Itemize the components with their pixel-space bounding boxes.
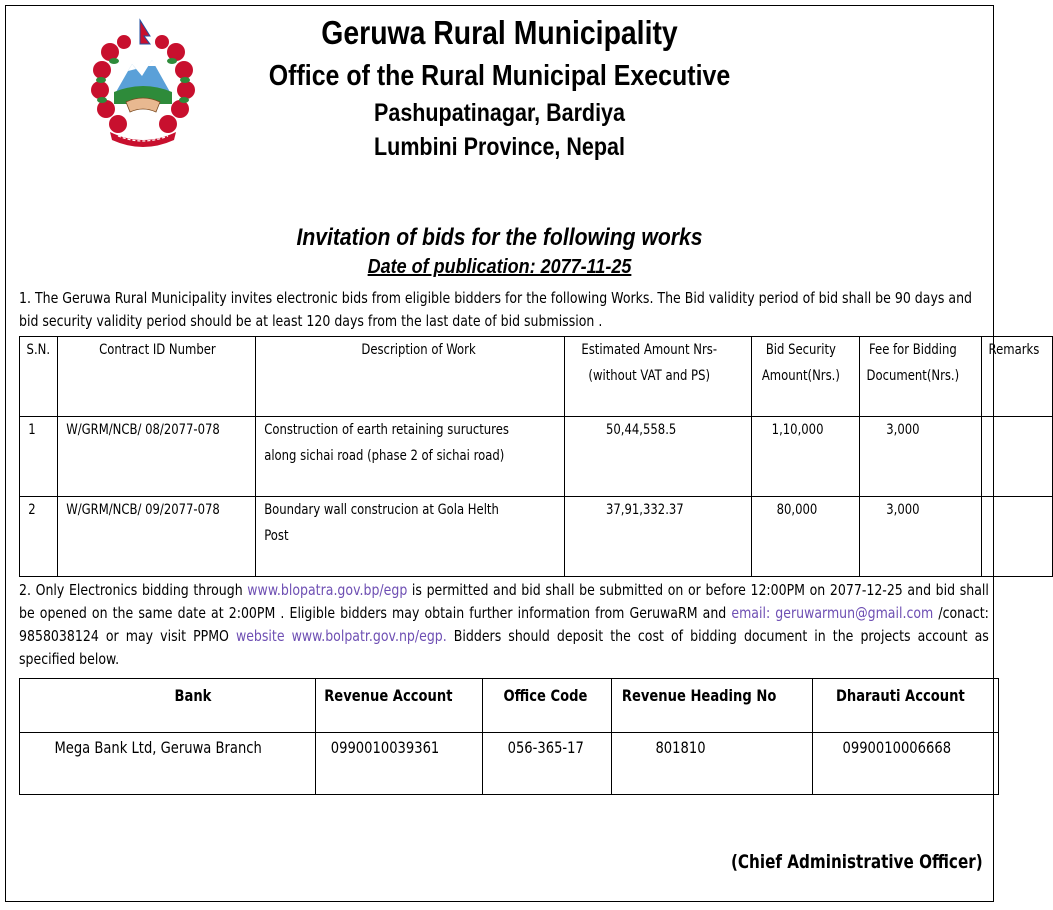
row-sn: 2	[28, 502, 36, 518]
table-row	[20, 497, 1053, 577]
header-bank: Bank	[174, 686, 212, 705]
header-estimated: Estimated Amount Nrs- (without VAT and PS)	[581, 342, 718, 384]
header-revenue-account: Revenue Account	[324, 686, 453, 705]
paragraph-2: 2. Only Electronics bidding through www.blopatra.gov.bp/egp is permitted and bid shall be submitted on or before 12:00PM on 2077-12-25 and bid shall be opened on the same date at 2:00PM . Eligible bidders may obtain further information from GeruwaRM and email: geruwarmun@gmail.com /conact: 9858038124 or may visit PPMO website www.bolpatr.gov.np/egp. Bidders should deposit the cost of bidding document in the projects account as specified below.	[19, 581, 989, 668]
row-estimated: 50,44,558.5	[606, 422, 677, 438]
row-contract-id: W/GRM/NCB/ 09/2077-078	[65, 502, 220, 518]
dharauti-account: 0990010006668	[842, 738, 952, 757]
municipality-name: Geruwa Rural Municipality	[321, 14, 678, 51]
row-sn: 1	[28, 422, 36, 438]
header-fee: Fee for Bidding Document(Nrs.)	[866, 342, 960, 384]
row-description: Construction of earth retaining suructures along sichai road (phase 2 of sichai road)	[264, 422, 509, 464]
egp-link[interactable]: www.blopatra.gov.bp/egp	[247, 581, 408, 599]
row-security: 1,10,000	[771, 422, 824, 438]
row-estimated: 37,91,332.37	[606, 502, 685, 518]
bank-name: Mega Bank Ltd, Geruwa Branch	[54, 738, 262, 757]
paragraph-1: 1. The Geruwa Rural Municipality invites electronic bids from eligible bidders for the following Works. The Bid validity period of bid shall be 90 days and bid security validity period should be at least 120 days from the last date of bid submission .	[19, 289, 972, 330]
header-dharauti-account: Dharauti Account	[836, 686, 965, 705]
row-description: Boundary wall construcion at Gola Helth Post	[264, 502, 499, 544]
row-security: 80,000	[776, 502, 818, 518]
bank-table	[19, 678, 999, 795]
header-remarks: Remarks	[988, 342, 1040, 358]
header-sn: S.N.	[26, 342, 51, 358]
signature: (Chief Administrative Officer)	[731, 851, 983, 873]
row-fee: 3,000	[886, 502, 920, 518]
works-table	[19, 336, 1053, 577]
table-row	[20, 733, 999, 795]
header-description: Description of Work	[361, 342, 476, 358]
row-fee: 3,000	[886, 422, 920, 438]
table-header-row	[20, 679, 999, 733]
header-office-code: Office Code	[503, 686, 588, 705]
address-line: Pashupatinagar, Bardiya	[374, 99, 625, 127]
email-link[interactable]: email: geruwarmun@gmail.com	[731, 604, 934, 622]
row-contract-id: W/GRM/NCB/ 08/2077-078	[65, 422, 220, 438]
office-name: Office of the Rural Municipal Executive	[268, 60, 731, 92]
revenue-heading-no: 801810	[655, 738, 706, 757]
table-row	[20, 417, 1053, 497]
revenue-account: 0990010039361	[330, 738, 440, 757]
publication-date: Date of publication: 2077-11-25	[367, 256, 632, 278]
province-line: Lumbini Province, Nepal	[374, 133, 625, 161]
bid-notice	[5, 5, 1040, 902]
office-code: 056-365-17	[507, 738, 585, 757]
header-security: Bid Security Amount(Nrs.)	[761, 342, 840, 384]
ppmo-website-link[interactable]: website www.bolpatr.gov.np/egp.	[235, 627, 447, 645]
table-header-row	[20, 337, 1053, 417]
header-revenue-heading: Revenue Heading No	[621, 686, 777, 705]
notice-title: Invitation of bids for the following works	[296, 224, 703, 251]
header-contract-id: Contract ID Number	[98, 342, 216, 358]
